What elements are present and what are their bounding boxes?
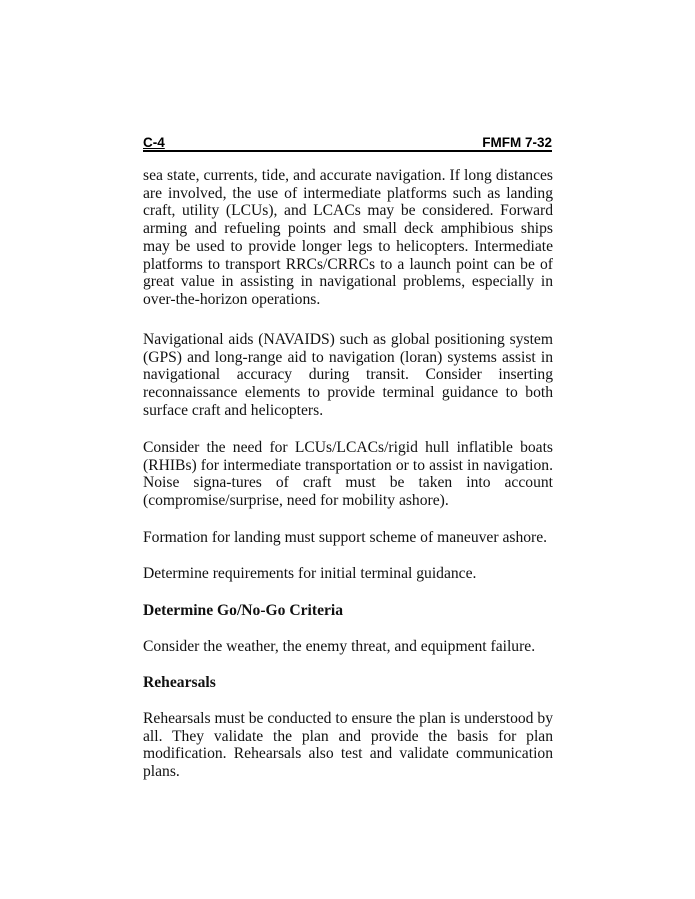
page-header: [143, 136, 552, 152]
paragraph: Formation for landing must support scheme of maneuver ashore.: [143, 529, 548, 546]
section-heading: Determine Go/No-Go Criteria: [143, 602, 344, 619]
paragraph: sea state, currents, tide, and accurate navigation. If long distances are involved, the use of intermediate platforms such as landing craft, utility (LCUs), and LCACs may be considered. Forward arming and refueling points and small deck amphibious ships may be used to provide longer legs to helicopters. Intermediate platforms to transport RRCs/CRRCs to a launch point can be of great value in assisting in navigational problems, especially in over-the-horizon operations.: [143, 167, 553, 308]
section-heading: Rehearsals: [143, 674, 216, 691]
paragraph: Rehearsals must be conducted to ensure the plan is understood by all. They validate the plan and provide the basis for plan modification. Rehearsals also test and validate communication plans.: [143, 710, 553, 781]
paragraph: Consider the need for LCUs/LCACs/rigid hull inflatible boats (RHIBs) for intermediate transportation or to assist in navigation. Noise signa-tures of craft must be taken into account (compromise/surprise, need for mobility ashore).: [143, 439, 553, 510]
page-number: C-4: [143, 135, 165, 150]
paragraph: Consider the weather, the enemy threat, and equipment failure.: [143, 638, 536, 655]
paragraph: Determine requirements for initial terminal guidance.: [143, 565, 477, 582]
document-id: FMFM 7-32: [482, 135, 552, 150]
paragraph: Navigational aids (NAVAIDS) such as global positioning system (GPS) and long-range aid to navigation (loran) systems assist in navigational accuracy during transit. Consider inserting reconnaissance elements to provide terminal guidance to both surface craft and helicopters.: [143, 331, 553, 419]
